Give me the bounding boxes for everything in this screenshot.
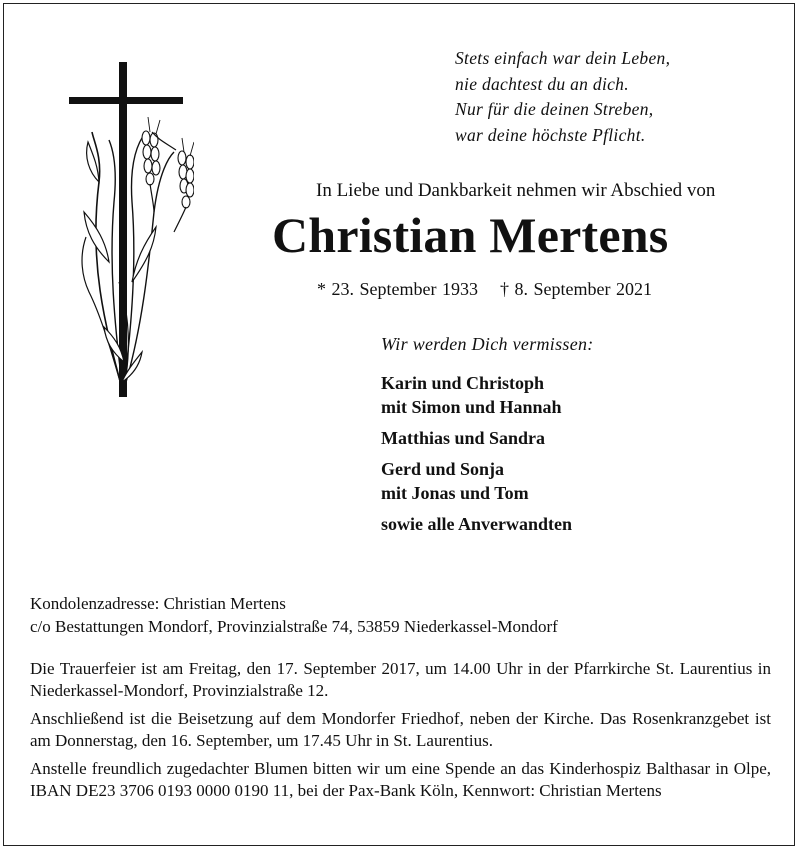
mourner-group <box>381 512 572 536</box>
deceased-name: Christian Mertens <box>272 207 669 263</box>
info-paragraph: Anschließend ist die Beisetzung auf dem Mondorfer Friedhof, neben der Kirche. Das Rosenkranzgebet ist am Donnerstag, den 16. September, um 17.45 Uhr in St. Laurentius. <box>30 709 771 750</box>
poem-line: nie dachtest du an dich. <box>455 73 629 94</box>
miss-line: Wir werden Dich vermissen: <box>381 334 594 354</box>
address-line: Kondolenzadresse: Christian Mertens <box>30 594 286 613</box>
mourner-group <box>381 371 572 419</box>
cross-with-wheat-icon <box>64 62 194 407</box>
poem-line: Stets einfach war dein Leben, <box>455 48 671 68</box>
service-info <box>30 658 771 808</box>
mourners-list <box>381 371 572 543</box>
mourner-line: sowie alle Anverwandten <box>381 514 572 534</box>
mourner-line: mit Simon und Hannah <box>381 397 562 417</box>
poem-line: war deine höchste Pflicht. <box>455 124 646 145</box>
intro-text: In Liebe und Dankbarkeit nehmen wir Abschied von <box>316 180 716 201</box>
life-dates: * 23. September 1933 † 8. September 2021 <box>317 279 652 299</box>
info-paragraph: Die Trauerfeier ist am Freitag, den 17. September 2017, um 14.00 Uhr in der Pfarrkirche St. Laurentius in Niederkassel-Mondorf, Provinzialstraße 12. <box>30 659 771 700</box>
poem-line: Nur für die deinen Streben, <box>455 99 654 119</box>
info-paragraph: Anstelle freundlich zugedachter Blumen bitten wir um eine Spende an das Kinderhospiz Balthasar in Olpe, IBAN DE23 3706 0193 0000 0190 11, bei der Pax-Bank Köln, Kennwort: Christian Mertens <box>30 759 771 800</box>
mourner-line: Karin und Christoph <box>381 373 545 393</box>
poem <box>455 46 670 148</box>
mourner-group <box>381 457 572 505</box>
mourner-line: Matthias und Sandra <box>381 428 546 448</box>
mourner-line: mit Jonas und Tom <box>381 483 529 503</box>
address-line: c/o Bestattungen Mondorf, Provinzialstraße 74, 53859 Niederkassel-Mondorf <box>30 617 558 636</box>
mourner-group <box>381 426 572 450</box>
mourner-line: Gerd und Sonja <box>381 459 505 479</box>
condolence-address <box>30 592 558 638</box>
